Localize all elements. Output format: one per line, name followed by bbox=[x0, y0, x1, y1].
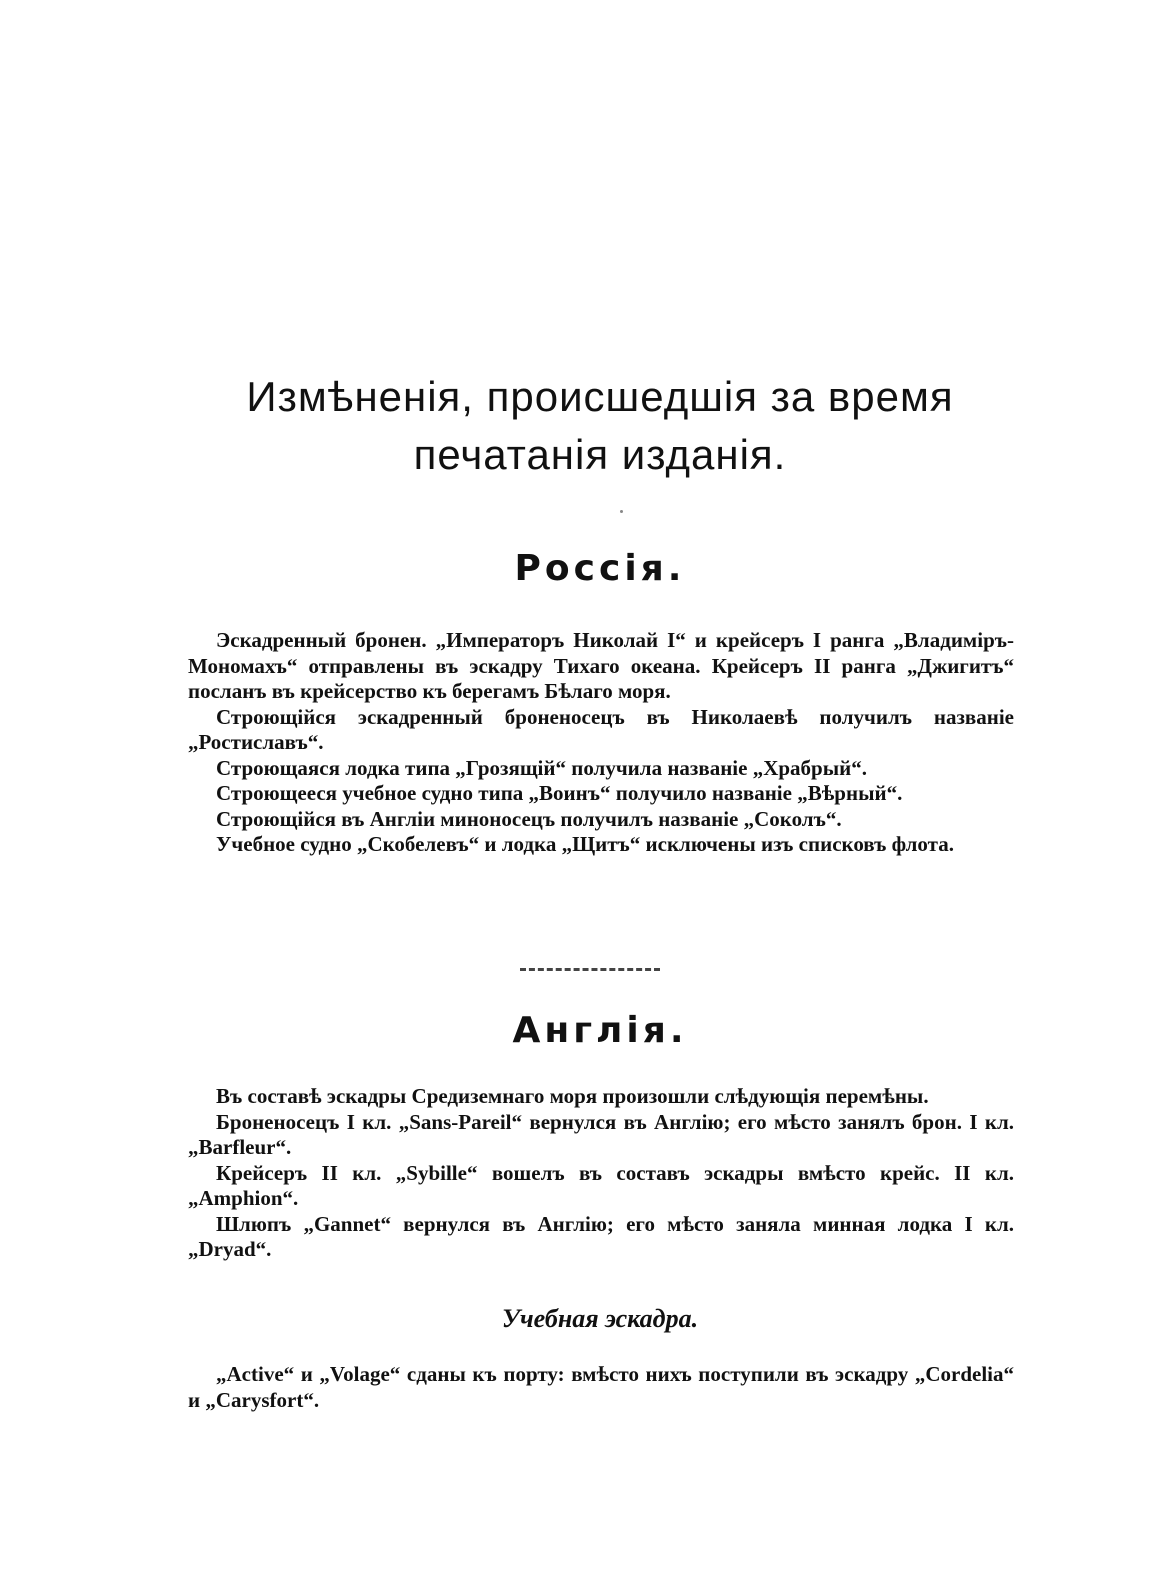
training-paragraph: „Active“ и „Volage“ сданы къ порту: вмѣсто нихъ поступили въ эскадру „Cordelia“ и „Carysfort“. bbox=[188, 1362, 1014, 1412]
russia-text bbox=[188, 628, 1014, 858]
england-paragraph: Крейсеръ II кл. „Sybille“ вошелъ въ составъ эскадры вмѣсто крейс. II кл. „Amphion“. bbox=[188, 1160, 1014, 1210]
russia-paragraph: Эскадренный бронен. „Императоръ Николай I“ и крейсеръ I ранга „Владиміръ-Мономахъ“ отправлены въ эскадру Тихаго океана. Крейсеръ II ранга „Джигитъ“ посланъ въ крейсерство къ берегамъ Бѣлаго моря. bbox=[188, 628, 1014, 703]
section-divider bbox=[520, 968, 660, 974]
page-title-line-1: Измѣненія, происшедшія за время bbox=[246, 373, 954, 420]
england-paragraph: Броненосецъ I кл. „Sans-Pareil“ вернулся въ Англію; его мѣсто занялъ брон. I кл. „Barfleur“. bbox=[188, 1109, 1014, 1159]
england-paragraph: Въ составѣ эскадры Средиземнаго моря произошли слѣдующія перемѣны. bbox=[216, 1084, 929, 1108]
russia-paragraph: Учебное судно „Скобелевъ“ и лодка „Щитъ“ исключены изъ списковъ флота. bbox=[216, 832, 954, 856]
russia-paragraph: Строющійся эскадренный броненосецъ въ Николаевѣ получилъ названіе „Ростиславъ“. bbox=[188, 704, 1014, 754]
russia-paragraph: Строющійся въ Англіи миноносецъ получилъ названіе „Соколъ“. bbox=[216, 806, 842, 831]
subheading-training-squadron: Учебная эскадра. bbox=[501, 1304, 699, 1333]
section-heading-russia: Россія. bbox=[514, 548, 686, 589]
russia-paragraph: Строющаяся лодка типа „Грозящій“ получила названіе „Храбрый“. bbox=[216, 755, 867, 780]
page-title-line-2: печатанія изданія. bbox=[413, 431, 787, 478]
russia-paragraph: Строющееся учебное судно типа „Воинъ“ получило названіе „Вѣрный“. bbox=[216, 781, 903, 805]
england-text bbox=[188, 1084, 1014, 1263]
section-heading-england: Англія. bbox=[512, 1010, 688, 1051]
print-speck bbox=[620, 510, 623, 513]
training-squadron-text bbox=[188, 1362, 1014, 1413]
england-paragraph: Шлюпъ „Gannet“ вернулся въ Англію; его мѣсто заняла минная лодка I кл. „Dryad“. bbox=[188, 1211, 1014, 1261]
